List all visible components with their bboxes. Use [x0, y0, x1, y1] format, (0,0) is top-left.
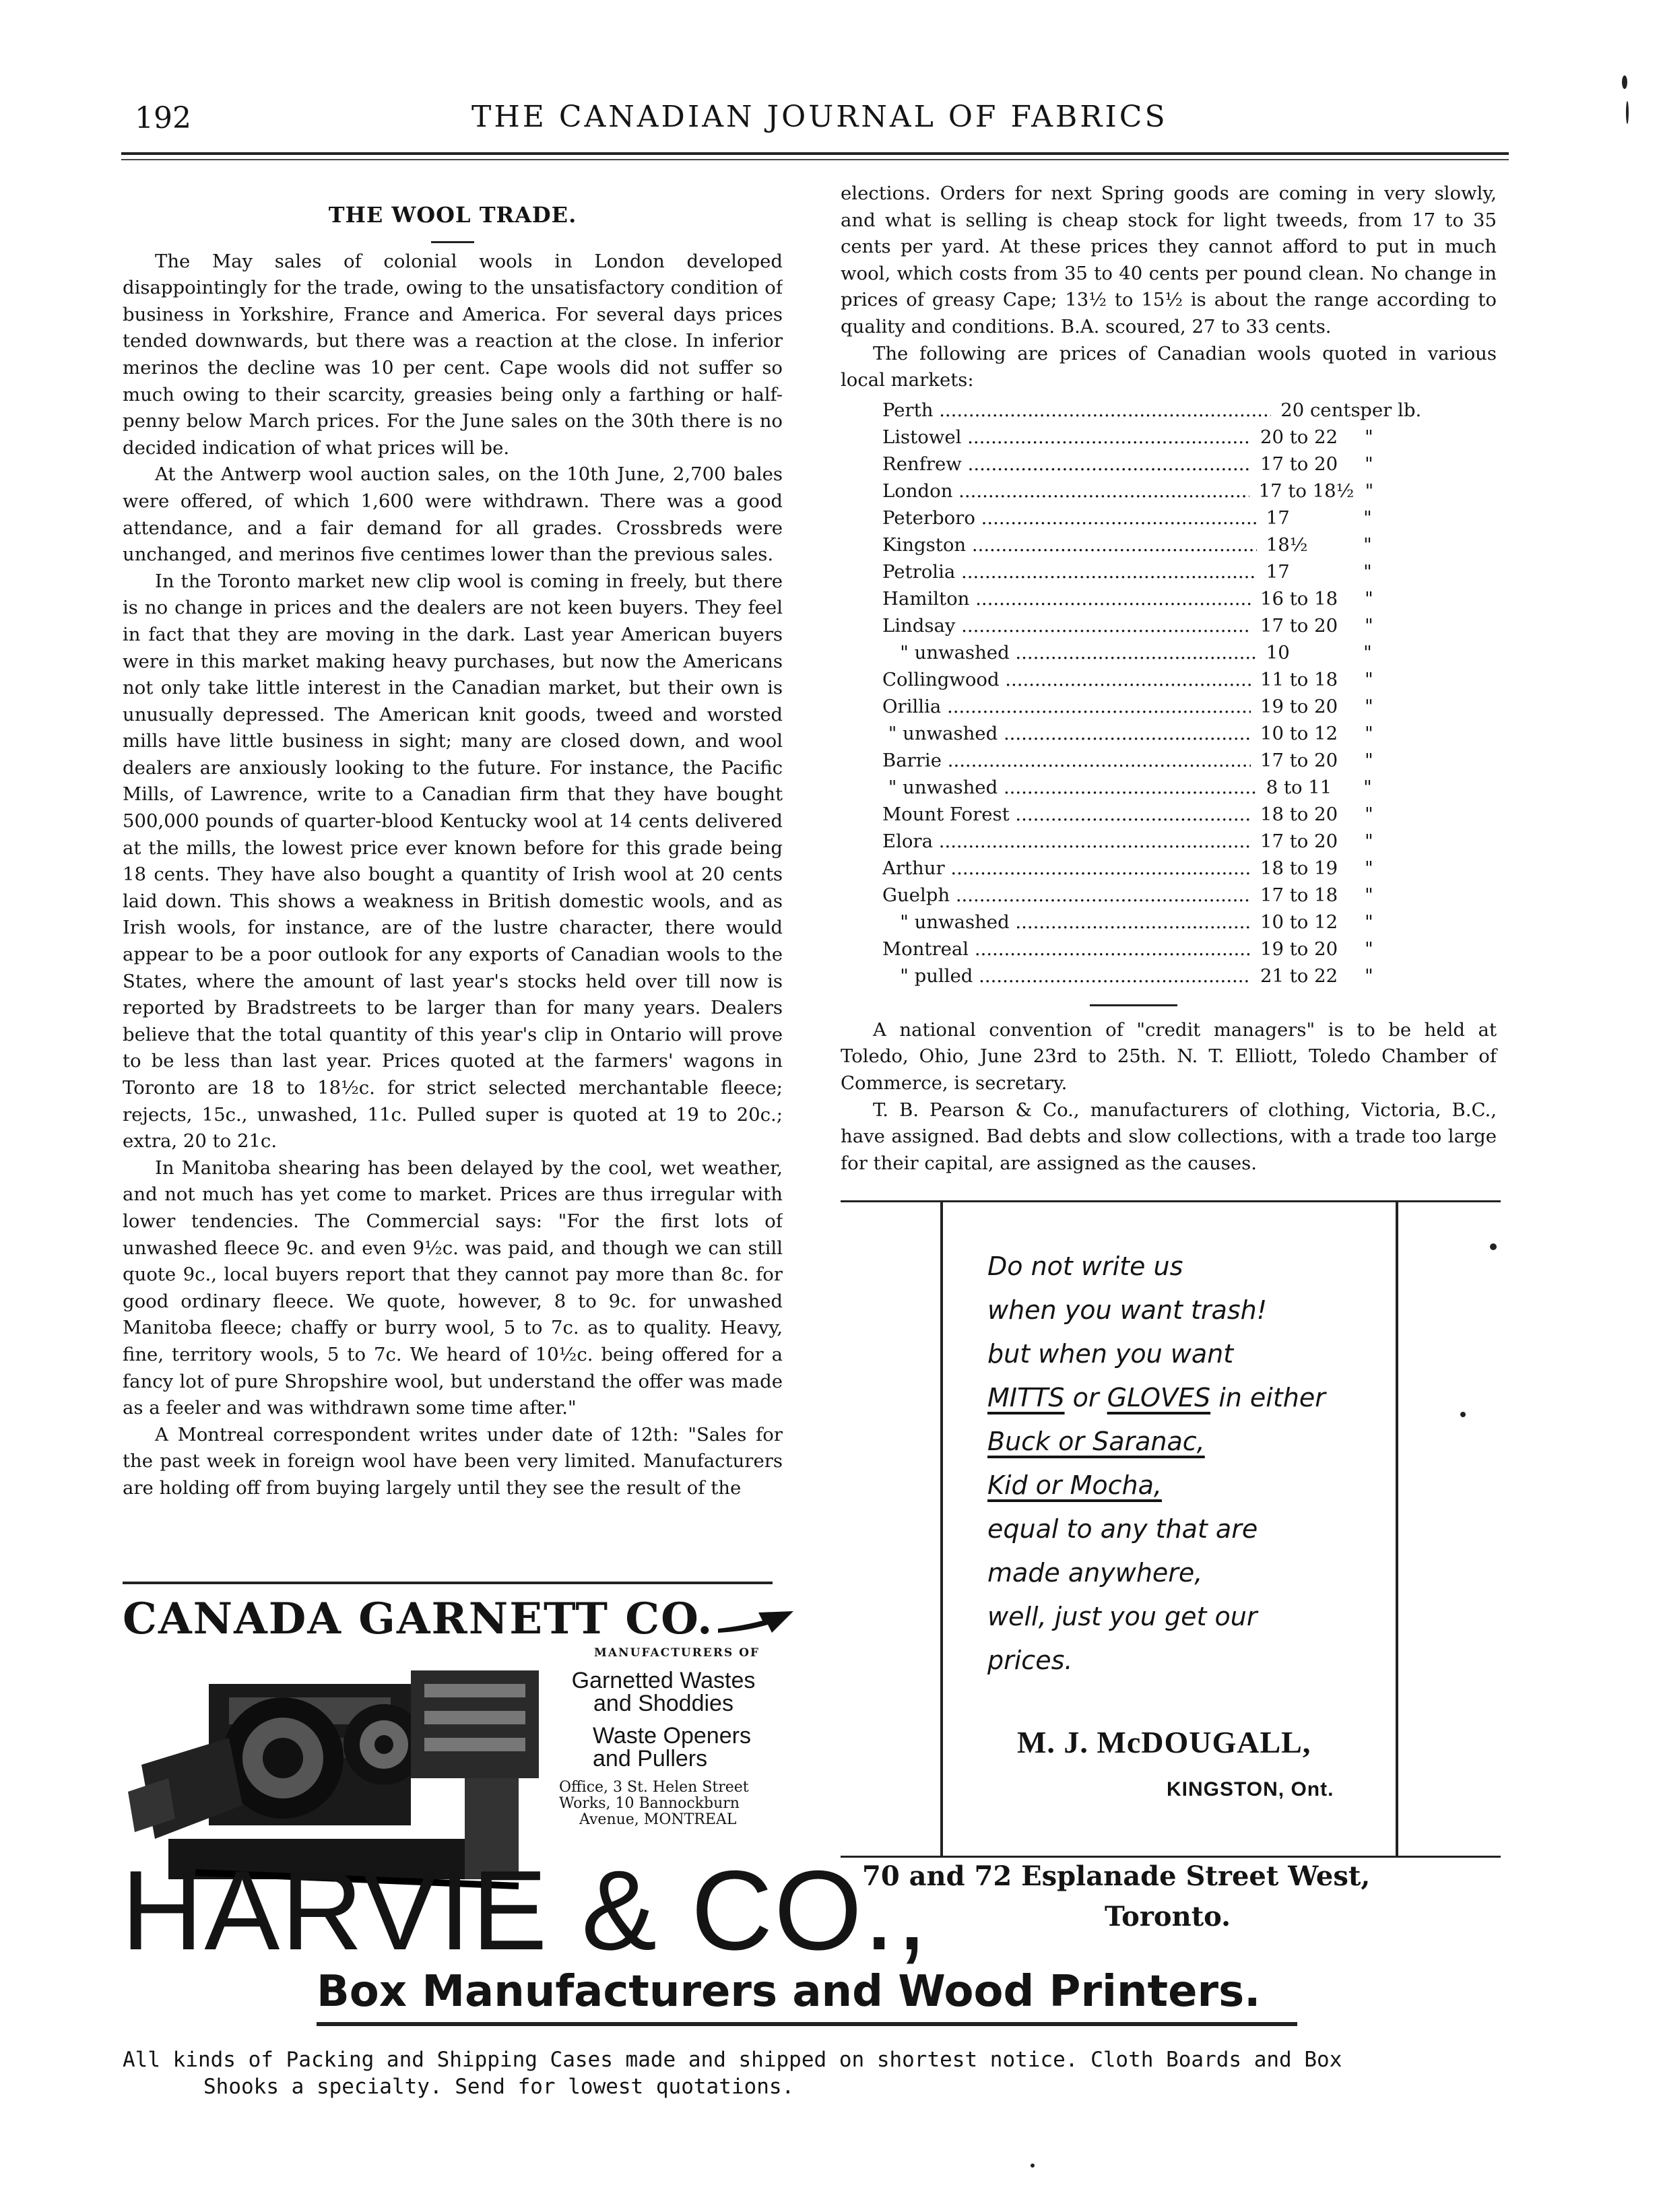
- ad-line: made anywhere,: [987, 1558, 1203, 1588]
- price-unit: ": [1365, 587, 1373, 610]
- price-row: [841, 505, 1447, 531]
- price-unit: ": [1365, 911, 1373, 933]
- price-row: [841, 639, 1447, 666]
- price-unit: ": [1365, 453, 1373, 475]
- paragraph: At the Antwerp wool auction sales, on the 10th June, 2,700 bales were offered, of which 1,600 were withdrawn. There was a good attendance, and a fair demand for all grades. Crossbreds were unchanged, and merinos five centimes lower than the previous sales.: [123, 463, 783, 566]
- right-column: [841, 181, 1497, 1177]
- price-row: [841, 801, 1447, 828]
- ad-line: prices.: [987, 1646, 1073, 1675]
- header-rule: [121, 152, 1509, 155]
- market-name: Montreal .....: [882, 936, 1251, 963]
- ad-border-right: [1396, 1200, 1398, 1857]
- price-row: [841, 909, 1447, 936]
- price-row: [841, 531, 1447, 558]
- price-row: [841, 855, 1447, 882]
- garnett-address: Office, 3 St. Helen Street: [559, 1779, 749, 1796]
- garnett-company-name: CANADA GARNETT CO.: [123, 1594, 714, 1644]
- ad-line: when you want trash!: [987, 1295, 1267, 1325]
- market-name: Orillia .....: [882, 693, 1251, 720]
- market-price: 17 to 20: [1260, 830, 1338, 852]
- price-row: [841, 747, 1447, 774]
- paragraph: elections. Orders for next Spring goods are coming in very slowly, and what is selling is cheap stock for light tweeds, from 17 to 35 cents per yard. At these prices they cannot afford to put in much wool, which costs from 35 to 40 cents per pound clean. No change in prices of greasy Cape; 13½ to 15½ is about the range according to quality and conditions. B.A. scoured, 27 to 33 cents.: [841, 183, 1497, 337]
- scan-speck: [1622, 75, 1627, 89]
- price-row: [841, 936, 1447, 963]
- market-name: Collingwood .....: [882, 666, 1251, 693]
- market-price: 20 to 22: [1260, 426, 1338, 448]
- market-price: 11 to 18: [1260, 668, 1338, 690]
- market-name: Renfrew .....: [882, 451, 1251, 478]
- or-text: or: [1072, 1383, 1099, 1412]
- price-unit: ": [1365, 668, 1373, 690]
- market-name: Hamilton .....: [882, 585, 1251, 612]
- market-name: Lindsay .....: [882, 612, 1251, 639]
- price-unit: per lb.: [1360, 399, 1422, 421]
- tagline-underline: [317, 2022, 1297, 2026]
- price-unit: ": [1365, 695, 1373, 717]
- market-price: 19 to 20: [1260, 938, 1338, 960]
- garnett-address: Avenue, MONTREAL: [579, 1811, 737, 1828]
- ad-line: [987, 1464, 1365, 1507]
- ad-line: well, just you get our: [987, 1602, 1258, 1631]
- market-name: " unwashed .....: [882, 774, 1257, 801]
- garnett-product: Waste Openers: [593, 1723, 751, 1749]
- ad-line: Do not write us: [987, 1251, 1183, 1281]
- ad-rule: [123, 1582, 773, 1584]
- ad-line: but when you want: [987, 1339, 1234, 1369]
- price-unit: ": [1365, 722, 1373, 744]
- paragraph: A Montreal correspondent writes under date of 12th: "Sales for the past week in foreign wool have been very limited. Manufacturers are holding off from buying largely until they see the result of the: [123, 1423, 783, 1499]
- price-unit: ": [1363, 533, 1372, 556]
- market-name: Petrolia .....: [882, 558, 1257, 585]
- harvie-address: 70 and 72 Esplanade Street West,: [862, 1860, 1371, 1892]
- article-title: THE WOOL TRADE.: [328, 202, 577, 228]
- market-name: " pulled .....: [882, 963, 1251, 989]
- mcdougall-city: KINGSTON, Ont.: [1167, 1778, 1334, 1800]
- market-name: London .....: [882, 478, 1249, 505]
- paragraph: In the Toronto market new clip wool is coming in freely, but there is no change in prices and the dealers are not keen buyers. They feel in fact that they are moving in the dark. Last year American buyers were in this market making heavy purchases, but now the Americans not only take little interest in the Canadian market, but their own is unusually depressed. The American knit goods, tweed and worsted mills have little business in sight; many are closed down, and wool dealers are anxiously looking to the future. For instance, the Pacific Mills, of Lawrence, write to a Canadian firm that they have bought 500,000 pounds of quarter-blood Kentucky wool at 14 cents delivered at the mills, the lowest price ever known before for this grade being 18 cents. They have also bought a quantity of Irish wool at 20 cents laid down. This shows a weakness in British domestic wools, and as Irish wools, for instance, are of the lustre character, there would appear to be a poor outlook for any exports of Canadian wools to the States, where the amount of last year's stocks held over till now is reported by Bradstreets to be larger than for many years. Dealers believe that the total quantity of this year's clip in Ontario will prove to be less than last year. Prices quoted at the farmers' wagons in Toronto are 18 to 18½c. for strict selected merchantable fleece; rejects, 15c., unwashed, 11c. Pulled super is quoted at 19 to 20c.; extra, 20 to 21c.: [123, 570, 783, 1152]
- market-price: 17 to 20: [1260, 749, 1338, 771]
- price-unit: ": [1365, 614, 1373, 637]
- market-name: " unwashed .....: [882, 720, 1251, 747]
- market-price: 20 cents: [1280, 399, 1361, 421]
- market-price: 10 to 12: [1260, 722, 1338, 744]
- header-rule-thin: [121, 159, 1509, 160]
- harvie-company-name: HARVIE & CO.,: [121, 1847, 930, 1974]
- scan-speck: [1626, 101, 1629, 124]
- price-row: [841, 882, 1447, 909]
- market-price: 8 to 11: [1266, 776, 1332, 798]
- market-name: " unwashed .....: [882, 909, 1251, 936]
- mitts-text: MITTS: [987, 1383, 1065, 1412]
- page-number: 192: [135, 101, 191, 135]
- ad-border-left: [940, 1200, 943, 1857]
- ad-line: equal to any that are: [987, 1514, 1258, 1544]
- market-price: 17 to 18: [1260, 884, 1338, 906]
- price-unit: ": [1363, 641, 1372, 663]
- harvie-body: [123, 2046, 1497, 2100]
- garnett-subtitle: MANUFACTURERS OF: [594, 1646, 760, 1660]
- paragraph: In Manitoba shearing has been delayed by the cool, wet weather, and not much has yet come to market. Prices are thus irregular with lower tendencies. The Commercial says: "For the first lots of unwashed fleece 9c. and even 9½c. was paid, and though we can still quote 9c., local buyers report that they cannot pay more than 8c. for good ordinary fleece. We quote, however, 8 to 9c. for unwashed Manitoba fleece; chaffy or burry wool, 5 to 7c. as to quality. Heavy, fine, territory wools, 5 to 7c. We heard of 10½c. being offered for a fancy lot of pure Shropshire wool, but understand the offer was made as a feeler and was withdrawn some time after.": [123, 1157, 783, 1419]
- price-row: [841, 424, 1447, 451]
- price-row: [841, 397, 1447, 424]
- kid-mocha-text: Kid or Mocha,: [987, 1470, 1163, 1500]
- market-name: Perth .....: [882, 397, 1271, 424]
- market-name: " unwashed .....: [882, 639, 1257, 666]
- market-price: 17: [1266, 507, 1290, 529]
- market-price: 18½: [1266, 533, 1308, 556]
- market-name: Guelph .....: [882, 882, 1251, 909]
- market-name: Arthur .....: [882, 855, 1251, 882]
- market-name: Kingston .....: [882, 531, 1257, 558]
- buck-saranac-text: Buck or Saranac,: [987, 1427, 1205, 1456]
- market-price: 16 to 18: [1260, 587, 1338, 610]
- mcdougall-name: M. J. McDOUGALL,: [1017, 1725, 1311, 1759]
- price-row: [841, 612, 1447, 639]
- arrow-icon: [715, 1606, 796, 1635]
- price-row: [841, 558, 1447, 585]
- harvie-tagline: Box Manufacturers and Wood Printers.: [317, 1967, 1261, 2017]
- paragraph: The May sales of colonial wools in London developed disappointingly for the trade, owing to the unsatisfactory condition of business in Yorkshire, France and America. For several days prices tended downwards, but there was a reaction at the close. In inferior merinos the decline was 10 per cent. Cape wools did not suffer so much owing to their scarcity, greasies being only a farthing or half-penny below March prices. For the June sales on the 30th there is no decided indication of what prices will be.: [123, 250, 783, 459]
- gloves-text: GLOVES: [1107, 1383, 1211, 1412]
- garnett-product: and Pullers: [593, 1746, 708, 1771]
- price-unit: ": [1365, 965, 1373, 987]
- price-unit: ": [1365, 884, 1373, 906]
- price-unit: ": [1365, 857, 1373, 879]
- garnett-address: Works, 10 Bannockburn: [559, 1795, 740, 1812]
- market-name: Barrie .....: [882, 747, 1251, 774]
- left-column: [123, 202, 783, 1583]
- price-unit: ": [1365, 938, 1373, 960]
- market-price: 21 to 22: [1260, 965, 1338, 987]
- notice: A national convention of "credit managers" is to be held at Toledo, Ohio, June 23rd to 25th. N. T. Elliott, Toledo Chamber of Commerce, is secretary.: [841, 1018, 1497, 1094]
- price-row: [841, 963, 1447, 989]
- price-row: [841, 478, 1447, 505]
- price-unit: ": [1365, 803, 1373, 825]
- market-name: Elora .....: [882, 828, 1251, 855]
- ad-border-top: [841, 1200, 1501, 1202]
- in-either-text: in either: [1218, 1383, 1326, 1412]
- price-unit: ": [1365, 830, 1373, 852]
- harvie-body-line: Shooks a specialty. Send for lowest quotations.: [203, 2075, 795, 2099]
- market-price: 17 to 20: [1260, 453, 1338, 475]
- ad-line: [987, 1420, 1365, 1464]
- price-unit: ": [1365, 426, 1373, 448]
- scan-speck: [1460, 1412, 1466, 1417]
- mcdougall-ad-copy: [987, 1245, 1365, 1683]
- ad-line: [987, 1376, 1365, 1420]
- price-unit: ": [1365, 480, 1374, 502]
- price-table: [841, 397, 1447, 989]
- garnett-product: and Shoddies: [593, 1691, 733, 1716]
- notice: T. B. Pearson & Co., manufacturers of clothing, Victoria, B.C., have assigned. Bad debts and slow collections, with a trade too large for their capital, are assigned as the causes.: [841, 1099, 1497, 1174]
- price-unit: ": [1363, 776, 1372, 798]
- market-name: Listowel .....: [882, 424, 1251, 451]
- market-price: 19 to 20: [1260, 695, 1338, 717]
- harvie-body-line: All kinds of Packing and Shipping Cases made and shipped on shortest notice. Cloth Boards and Box: [123, 2048, 1342, 2072]
- market-name: Mount Forest .....: [882, 801, 1251, 828]
- scan-speck: [1031, 2164, 1035, 2168]
- market-price: 10 to 12: [1260, 911, 1338, 933]
- harvie-city: Toronto.: [1105, 1901, 1231, 1932]
- market-price: 17: [1266, 560, 1290, 583]
- price-row: [841, 693, 1447, 720]
- price-row: [841, 720, 1447, 747]
- title-rule: [431, 241, 474, 243]
- price-row: [841, 828, 1447, 855]
- market-price: 17 to 18½: [1258, 480, 1355, 502]
- price-unit: ": [1363, 507, 1372, 529]
- market-price: 17 to 20: [1260, 614, 1338, 637]
- price-unit: ": [1365, 749, 1373, 771]
- scan-speck: [1490, 1243, 1497, 1250]
- market-price: 18 to 20: [1260, 803, 1338, 825]
- garnett-details: [552, 1646, 775, 1828]
- ad-border-bottom: [841, 1856, 1501, 1858]
- market-name: Peterboro .....: [882, 505, 1257, 531]
- price-unit: ": [1363, 560, 1372, 583]
- market-price: 10: [1266, 641, 1290, 663]
- garnett-product: Garnetted Wastes: [571, 1668, 756, 1693]
- paragraph: The following are prices of Canadian wools quoted in various local markets:: [841, 342, 1497, 391]
- price-row: [841, 774, 1447, 801]
- market-price: 18 to 19: [1260, 857, 1338, 879]
- price-row: [841, 666, 1447, 693]
- running-header: THE CANADIAN JOURNAL OF FABRICS: [471, 100, 1168, 134]
- price-row: [841, 451, 1447, 478]
- table-rule: [1090, 1004, 1177, 1006]
- price-row: [841, 585, 1447, 612]
